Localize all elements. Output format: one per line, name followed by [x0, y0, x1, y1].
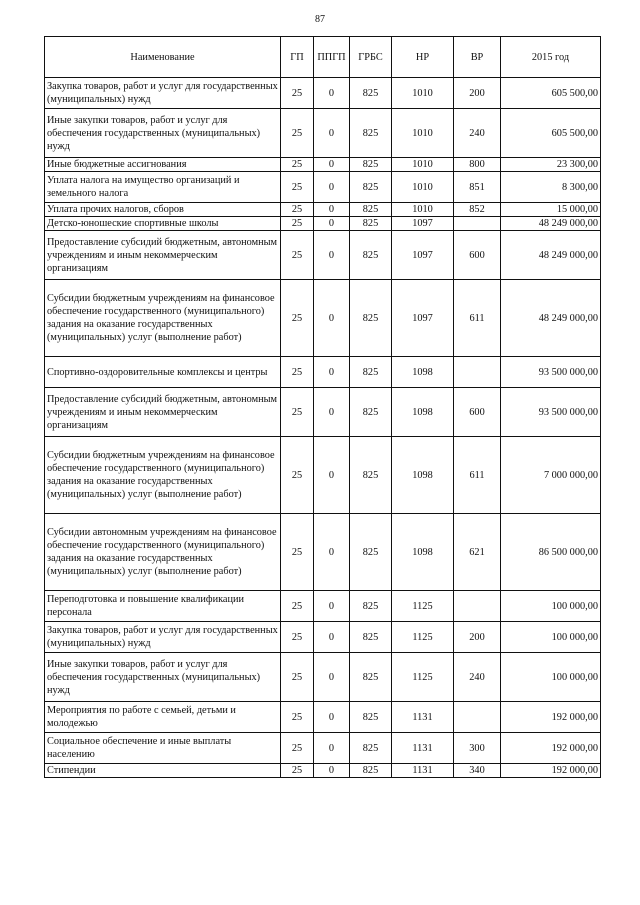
- row-grbs: 825: [350, 702, 392, 733]
- table-row: [45, 158, 601, 172]
- row-grbs: 825: [350, 231, 392, 280]
- row-grbs: 825: [350, 78, 392, 109]
- row-nr: 1010: [392, 172, 454, 203]
- row-gp: 25: [281, 231, 314, 280]
- table-row: [45, 217, 601, 231]
- header-year: 2015 год: [501, 37, 601, 78]
- row-name: Иные бюджетные ассигнования: [45, 158, 281, 172]
- row-grbs: 825: [350, 764, 392, 778]
- row-vr: 851: [454, 172, 501, 203]
- table-row: [45, 388, 601, 437]
- row-nr: 1131: [392, 764, 454, 778]
- table-row: [45, 733, 601, 764]
- row-gp: 25: [281, 357, 314, 388]
- header-ppgp: ППГП: [314, 37, 350, 78]
- header-vr: ВР: [454, 37, 501, 78]
- row-amount: 605 500,00: [501, 109, 601, 158]
- page-number: 87: [315, 14, 325, 25]
- table-row: [45, 437, 601, 514]
- row-grbs: 825: [350, 653, 392, 702]
- table-row: [45, 203, 601, 217]
- row-vr: 200: [454, 622, 501, 653]
- row-ppgp: 0: [314, 702, 350, 733]
- header-nr: НР: [392, 37, 454, 78]
- row-vr: 340: [454, 764, 501, 778]
- row-ppgp: 0: [314, 280, 350, 357]
- row-vr: [454, 702, 501, 733]
- row-amount: 23 300,00: [501, 158, 601, 172]
- row-grbs: 825: [350, 622, 392, 653]
- row-gp: 25: [281, 388, 314, 437]
- row-grbs: 825: [350, 172, 392, 203]
- row-gp: 25: [281, 109, 314, 158]
- row-nr: 1010: [392, 203, 454, 217]
- row-amount: 48 249 000,00: [501, 280, 601, 357]
- row-name: Закупка товаров, работ и услуг для государственных (муниципальных) нужд: [45, 622, 281, 653]
- header-gp: ГП: [281, 37, 314, 78]
- row-grbs: 825: [350, 158, 392, 172]
- row-nr: 1131: [392, 733, 454, 764]
- row-nr: 1131: [392, 702, 454, 733]
- row-nr: 1125: [392, 622, 454, 653]
- row-ppgp: 0: [314, 172, 350, 203]
- row-amount: 192 000,00: [501, 764, 601, 778]
- header-row: [45, 37, 601, 78]
- row-vr: 852: [454, 203, 501, 217]
- row-nr: 1097: [392, 217, 454, 231]
- row-amount: 100 000,00: [501, 622, 601, 653]
- row-name: Иные закупки товаров, работ и услуг для обеспечения государственных (муниципальных) нужд: [45, 653, 281, 702]
- row-gp: 25: [281, 653, 314, 702]
- row-vr: 611: [454, 437, 501, 514]
- row-grbs: 825: [350, 388, 392, 437]
- row-name: Предоставление субсидий бюджетным, автономным учреждениям и иным некоммерческим организациям: [45, 231, 281, 280]
- row-nr: 1125: [392, 591, 454, 622]
- row-name: Предоставление субсидий бюджетным, автономным учреждениям и иным некоммерческим организациям: [45, 388, 281, 437]
- row-name: Переподготовка и повышение квалификации персонала: [45, 591, 281, 622]
- row-amount: 7 000 000,00: [501, 437, 601, 514]
- row-nr: 1097: [392, 280, 454, 357]
- row-grbs: 825: [350, 733, 392, 764]
- row-vr: 621: [454, 514, 501, 591]
- row-vr: 300: [454, 733, 501, 764]
- row-ppgp: 0: [314, 203, 350, 217]
- row-gp: 25: [281, 280, 314, 357]
- table-row: [45, 231, 601, 280]
- row-amount: 100 000,00: [501, 591, 601, 622]
- row-ppgp: 0: [314, 622, 350, 653]
- row-nr: 1098: [392, 437, 454, 514]
- row-grbs: 825: [350, 357, 392, 388]
- row-gp: 25: [281, 158, 314, 172]
- row-ppgp: 0: [314, 217, 350, 231]
- row-ppgp: 0: [314, 764, 350, 778]
- row-grbs: 825: [350, 109, 392, 158]
- row-nr: 1098: [392, 388, 454, 437]
- row-name: Субсидии автономным учреждениям на финансовое обеспечение государственного (муниципального) задания на оказание государственных (муниципальных) услуг (выполнение работ): [45, 514, 281, 591]
- row-vr: 240: [454, 653, 501, 702]
- table-row: [45, 357, 601, 388]
- row-name: Субсидии бюджетным учреждениям на финансовое обеспечение государственного (муниципального) задания на оказание государственных (муниципальных) услуг (выполнение работ): [45, 437, 281, 514]
- row-ppgp: 0: [314, 388, 350, 437]
- budget-table: [44, 36, 601, 778]
- header-grbs: ГРБС: [350, 37, 392, 78]
- row-vr: 600: [454, 231, 501, 280]
- table-row: [45, 622, 601, 653]
- table-row: [45, 109, 601, 158]
- table-row: [45, 653, 601, 702]
- table-row: [45, 78, 601, 109]
- row-grbs: 825: [350, 280, 392, 357]
- row-ppgp: 0: [314, 109, 350, 158]
- row-ppgp: 0: [314, 437, 350, 514]
- row-nr: 1125: [392, 653, 454, 702]
- row-amount: 93 500 000,00: [501, 357, 601, 388]
- row-gp: 25: [281, 764, 314, 778]
- row-vr: 240: [454, 109, 501, 158]
- row-name: Закупка товаров, работ и услуг для государственных (муниципальных) нужд: [45, 78, 281, 109]
- table-row: [45, 514, 601, 591]
- table-row: [45, 280, 601, 357]
- row-gp: 25: [281, 78, 314, 109]
- row-ppgp: 0: [314, 591, 350, 622]
- row-vr: [454, 357, 501, 388]
- row-amount: 192 000,00: [501, 702, 601, 733]
- header-name: Наименование: [45, 37, 281, 78]
- row-amount: 192 000,00: [501, 733, 601, 764]
- row-ppgp: 0: [314, 733, 350, 764]
- row-grbs: 825: [350, 217, 392, 231]
- row-name: Социальное обеспечение и иные выплаты населению: [45, 733, 281, 764]
- row-nr: 1098: [392, 514, 454, 591]
- row-gp: 25: [281, 172, 314, 203]
- row-ppgp: 0: [314, 514, 350, 591]
- row-grbs: 825: [350, 514, 392, 591]
- row-gp: 25: [281, 203, 314, 217]
- row-nr: 1098: [392, 357, 454, 388]
- row-name: Спортивно-оздоровительные комплексы и центры: [45, 357, 281, 388]
- row-gp: 25: [281, 217, 314, 231]
- row-ppgp: 0: [314, 158, 350, 172]
- row-amount: 100 000,00: [501, 653, 601, 702]
- row-grbs: 825: [350, 591, 392, 622]
- row-vr: 600: [454, 388, 501, 437]
- row-name: Стипендии: [45, 764, 281, 778]
- row-vr: [454, 591, 501, 622]
- row-name: Иные закупки товаров, работ и услуг для обеспечения государственных (муниципальных) нужд: [45, 109, 281, 158]
- row-gp: 25: [281, 437, 314, 514]
- row-name: Детско-юношеские спортивные школы: [45, 217, 281, 231]
- row-vr: [454, 217, 501, 231]
- row-gp: 25: [281, 514, 314, 591]
- table-row: [45, 172, 601, 203]
- row-nr: 1010: [392, 158, 454, 172]
- row-amount: 86 500 000,00: [501, 514, 601, 591]
- row-amount: 15 000,00: [501, 203, 601, 217]
- row-amount: 8 300,00: [501, 172, 601, 203]
- row-amount: 93 500 000,00: [501, 388, 601, 437]
- row-name: Уплата прочих налогов, сборов: [45, 203, 281, 217]
- table-row: [45, 591, 601, 622]
- row-gp: 25: [281, 622, 314, 653]
- row-amount: 605 500,00: [501, 78, 601, 109]
- table-row: [45, 764, 601, 778]
- row-nr: 1097: [392, 231, 454, 280]
- row-grbs: 825: [350, 203, 392, 217]
- row-grbs: 825: [350, 437, 392, 514]
- row-nr: 1010: [392, 109, 454, 158]
- table-row: [45, 702, 601, 733]
- row-nr: 1010: [392, 78, 454, 109]
- row-vr: 200: [454, 78, 501, 109]
- row-amount: 48 249 000,00: [501, 217, 601, 231]
- row-ppgp: 0: [314, 357, 350, 388]
- row-name: Уплата налога на имущество организаций и земельного налога: [45, 172, 281, 203]
- row-ppgp: 0: [314, 78, 350, 109]
- row-ppgp: 0: [314, 653, 350, 702]
- row-name: Субсидии бюджетным учреждениям на финансовое обеспечение государственного (муниципального) задания на оказание государственных (муниципальных) услуг (выполнение работ): [45, 280, 281, 357]
- row-gp: 25: [281, 591, 314, 622]
- row-gp: 25: [281, 733, 314, 764]
- row-amount: 48 249 000,00: [501, 231, 601, 280]
- row-name: Мероприятия по работе с семьей, детьми и молодежью: [45, 702, 281, 733]
- row-ppgp: 0: [314, 231, 350, 280]
- row-vr: 800: [454, 158, 501, 172]
- row-vr: 611: [454, 280, 501, 357]
- row-gp: 25: [281, 702, 314, 733]
